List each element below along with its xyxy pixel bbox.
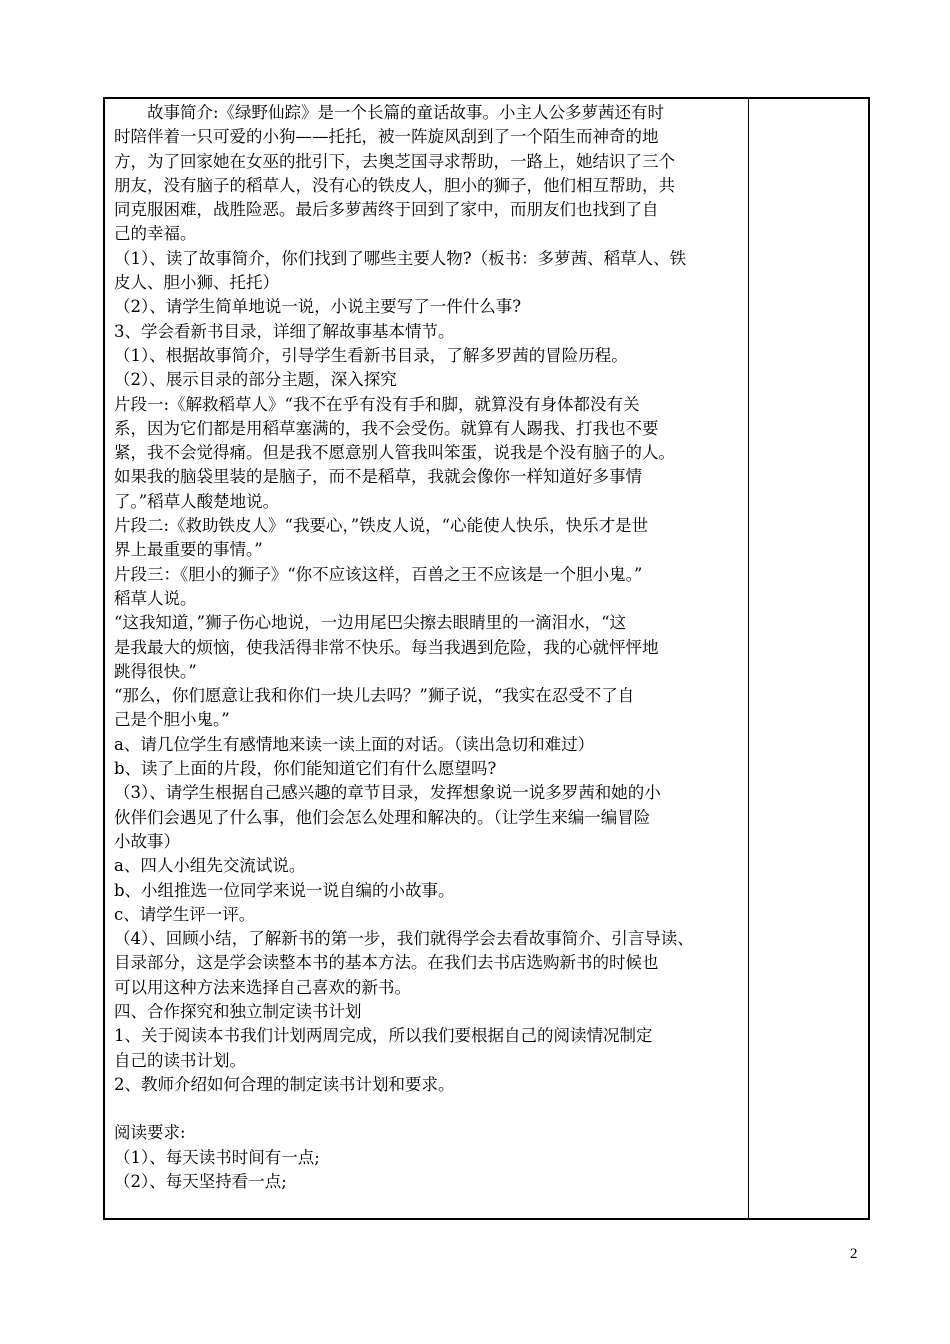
text-line: （1）、每天读书时间有一点; [114, 1147, 320, 1167]
text-line: 己的幸福。 [114, 224, 197, 244]
text-line: 阅读要求: [114, 1123, 186, 1143]
text-line: （3）、请学生根据自己感兴趣的章节目录，发挥想象说一说多罗茜和她的小 [114, 783, 661, 803]
text-line: 是我最大的烦恼，使我活得非常不快乐。每当我遇到危险，我的心就怦怦地 [114, 637, 659, 657]
text-line: b、小组推选一位同学来说一说自编的小故事。 [114, 880, 455, 900]
text-line: 己是个胆小鬼。” [114, 710, 230, 730]
text-line: 方，为了回家她在女巫的批引下，去奥芝国寻求帮助，一路上，她结识了三个 [114, 151, 675, 171]
text-line: （2）、请学生简单地说一说，小说主要写了一件什么事? [114, 297, 522, 317]
text-line: 故事简介:《绿野仙踪》是一个长篇的童话故事。小主人公多萝茜还有时 [114, 103, 665, 122]
column-divider [748, 99, 749, 1218]
text-line: “那么，你们愿意让我和你们一块儿去吗？”狮子说，“我实在忍受不了自 [114, 686, 635, 706]
lesson-content [114, 101, 742, 1194]
text-line: 稻草人说。 [114, 588, 197, 608]
text-line: 了。”稻草人酸楚地说。 [114, 491, 280, 511]
text-line: 伙伴们会遇见了什么事，他们会怎么处理和解决的。（让学生来编一编冒险 [114, 807, 651, 827]
page-number: 2 [850, 1246, 858, 1262]
text-line: a、请几位学生有感情地来读一读上面的对话。（读出急切和难过） [114, 734, 595, 754]
text-line: 时陪伴着一只可爱的小狗——托托，被一阵旋风刮到了一个陌生而神奇的地 [114, 127, 659, 147]
text-line: 紧，我不会觉得痛。但是我不愿意别人管我叫笨蛋，说我是个没有脑子的人。 [114, 443, 675, 463]
text-line: 系，因为它们都是用稻草塞满的，我不会受伤。就算有人踢我、打我也不要 [114, 418, 659, 438]
text-line: （1）、根据故事简介，引导学生看新书目录，了解多罗茜的冒险历程。 [114, 345, 628, 365]
text-line: 皮人、胆小狮、托托） [114, 273, 279, 293]
text-line: （4）、回顾小结，了解新书的第一步，我们就得学会去看故事简介、引言导读、 [114, 929, 694, 949]
text-line: c、请学生评一评。 [114, 904, 256, 924]
text-line: 同克服困难，战胜险恶。最后多萝茜终于回到了家中，而朋友们也找到了自 [114, 200, 659, 220]
text-line: 可以用这种方法来选择自己喜欢的新书。 [114, 977, 411, 997]
text-line: 片段二:《救助铁皮人》“我要心，”铁皮人说，“心能使人快乐，快乐才是世 [114, 516, 649, 536]
text-line: 自己的读书计划。 [114, 1050, 246, 1070]
text-line: 四、合作探究和独立制定读书计划 [114, 1001, 362, 1021]
text-line: 3、学会看新书目录，详细了解故事基本情节。 [114, 321, 455, 341]
text-line: （2）、每天坚持看一点; [114, 1172, 287, 1192]
text-line: “这我知道，”狮子伤心地说，一边用尾巴尖擦去眼睛里的一滴泪水，“这 [114, 613, 627, 633]
text-line: （1）、读了故事简介，你们找到了哪些主要人物?（板书：多萝茜、稻草人、铁 [114, 248, 687, 268]
text-line: 片段三：《胆小的狮子》“你不应该这样，百兽之王不应该是一个胆小鬼。” [114, 564, 643, 584]
text-line: 1、关于阅读本书我们计划两周完成，所以我们要根据自己的阅读情况制定 [114, 1026, 653, 1046]
text-line: 跳得很快。” [114, 661, 197, 681]
text-line: 目录部分，这是学会读整本书的基本方法。在我们去书店选购新书的时候也 [114, 953, 659, 973]
text-line: 2、教师介绍如何合理的制定读书计划和要求。 [114, 1074, 455, 1094]
lesson-table [103, 97, 870, 1220]
text-line: 界上最重要的事情。” [114, 540, 263, 560]
text-line: 小故事） [114, 831, 180, 851]
text-line: a、四人小组先交流试说。 [114, 856, 306, 876]
text-line: 如果我的脑袋里装的是脑子，而不是稻草，我就会像你一样知道好多事情 [114, 467, 642, 487]
text-line: 朋友，没有脑子的稻草人，没有心的铁皮人，胆小的狮子，他们相互帮助，共 [114, 175, 675, 195]
text-line: b、读了上面的片段，你们能知道它们有什么愿望吗? [114, 759, 497, 779]
text-line [114, 1097, 742, 1121]
text-line: （2）、展示目录的部分主题，深入探究 [114, 370, 397, 390]
text-line: 片段一:《解救稻草人》“我不在乎有没有手和脚，就算没有身体都没有关 [114, 394, 640, 414]
